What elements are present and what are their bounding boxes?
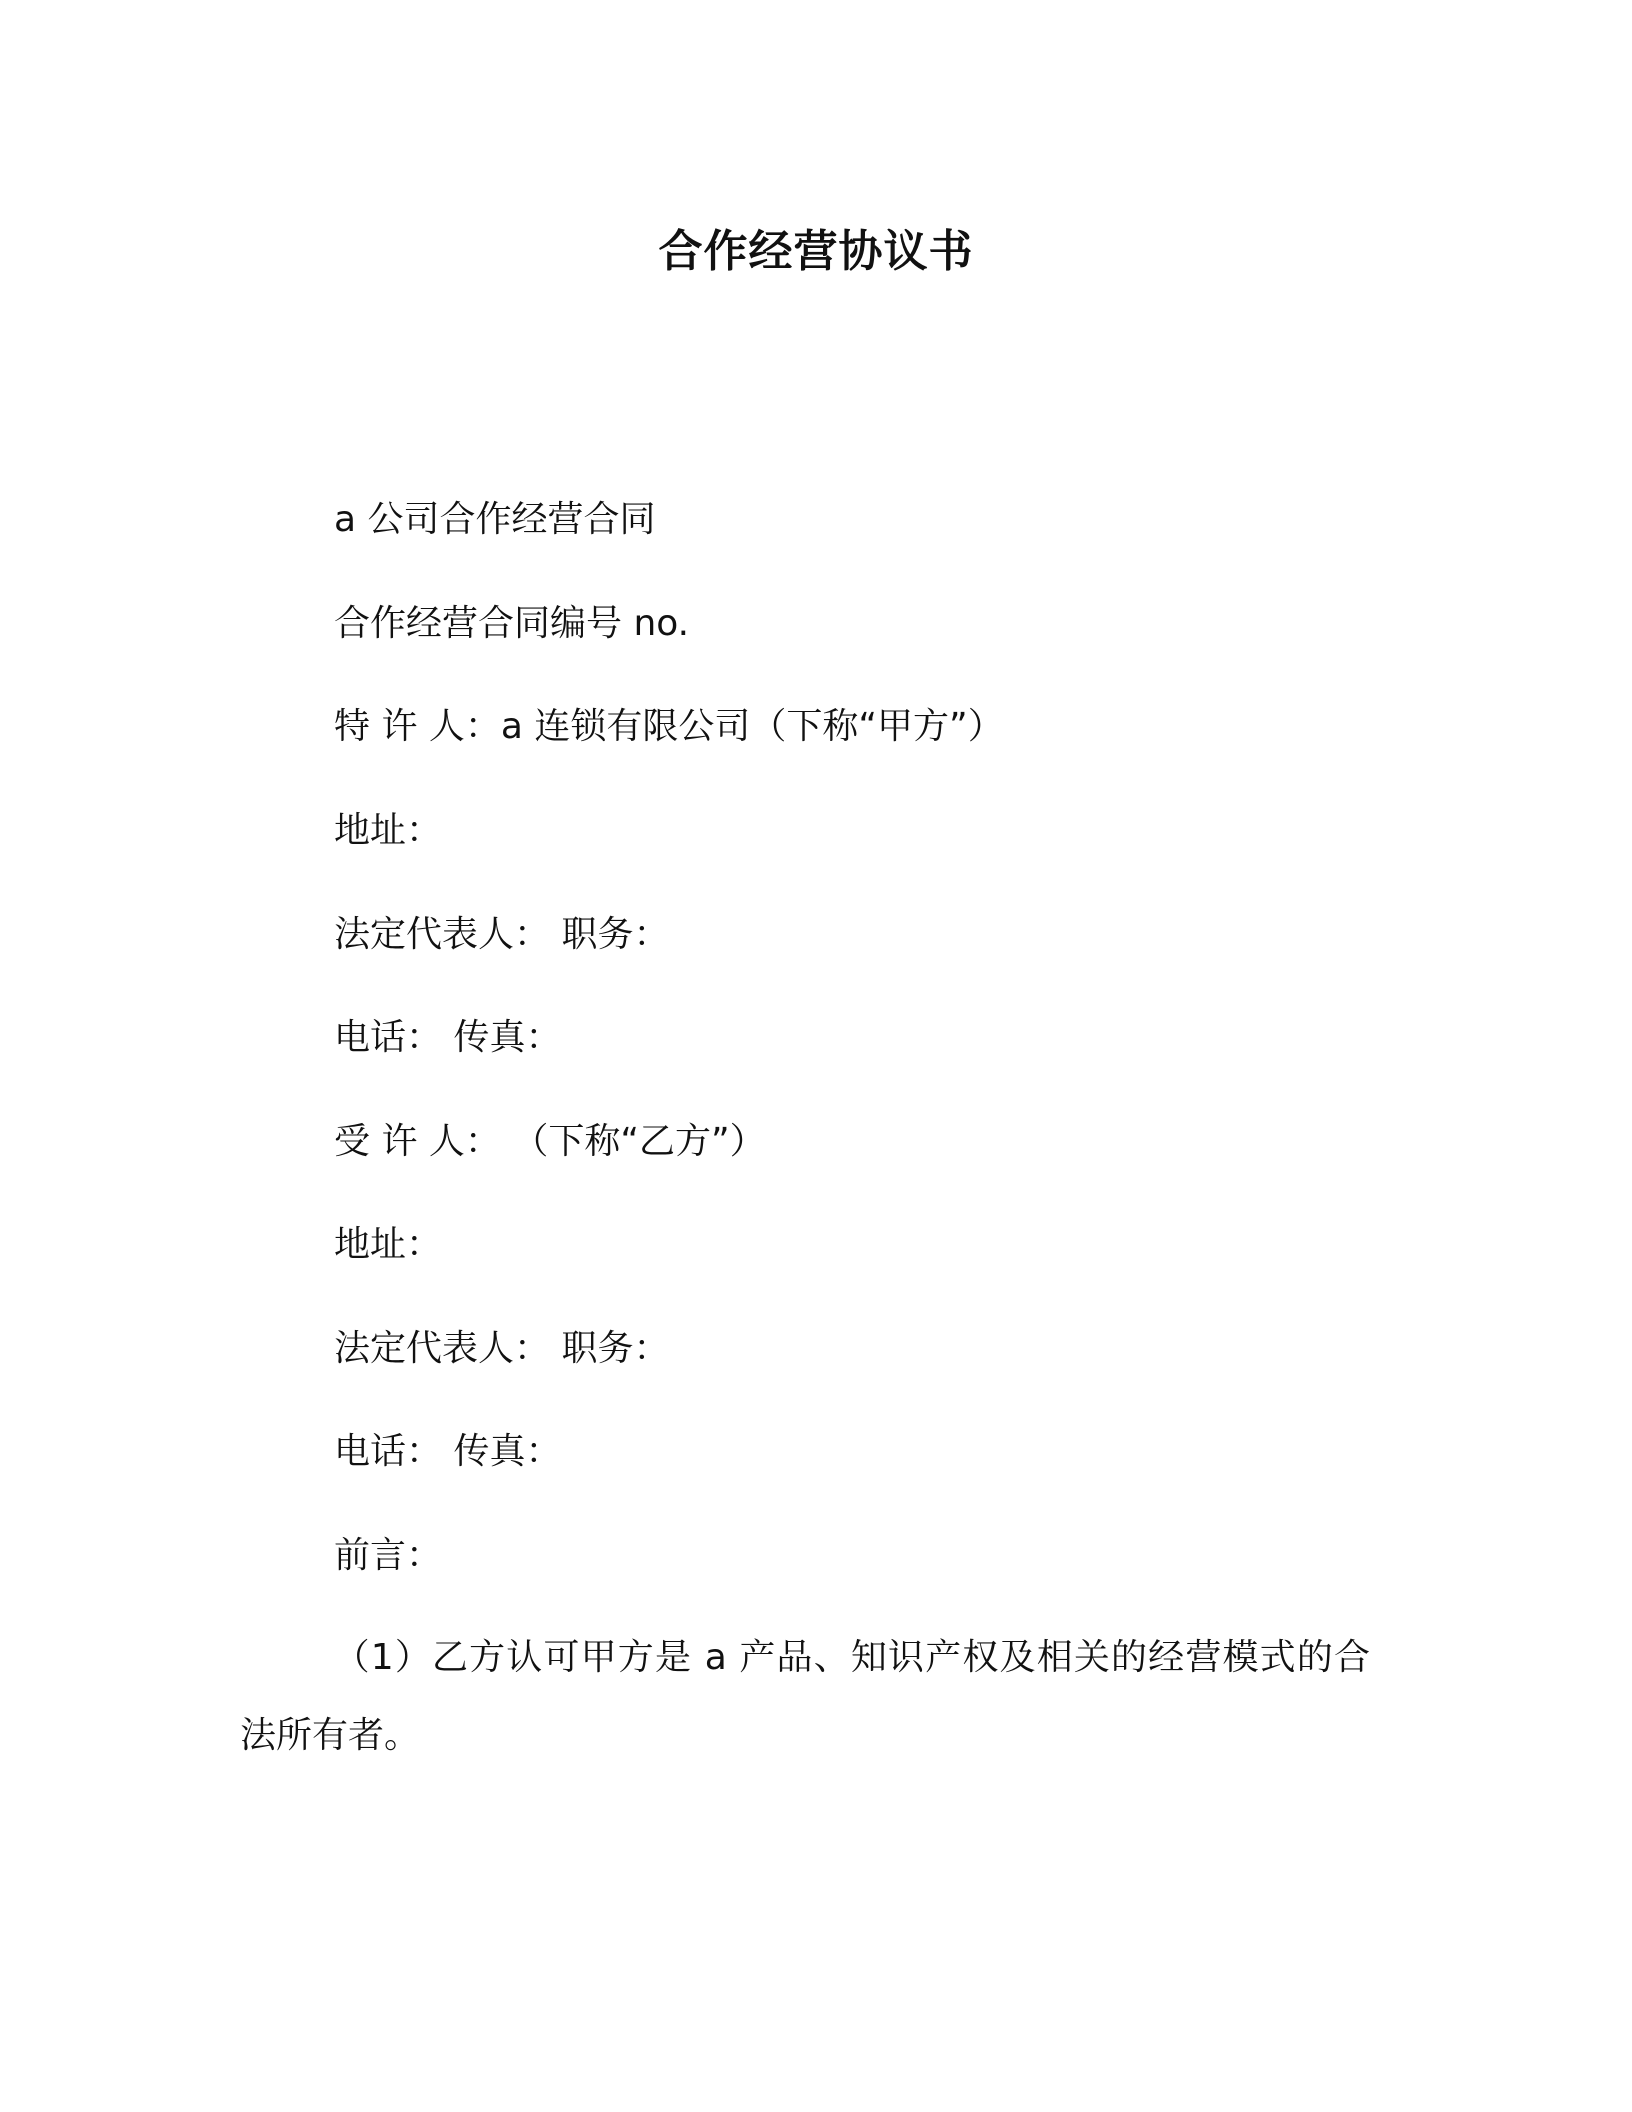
franchisor-representative-line: 法定代表人： 职务： [334, 914, 670, 955]
contract-number-line: 合作经营合同编号 no. [334, 603, 690, 644]
franchisee-representative-line: 法定代表人： 职务： [334, 1328, 670, 1369]
franchisee-phone-line: 电话： 传真： [334, 1431, 562, 1472]
preface-heading: 前言： [334, 1535, 443, 1576]
franchisor-line: 特 许 人：a 连锁有限公司（下称“甲方”） [334, 706, 1004, 747]
franchisor-address-line: 地址： [334, 810, 443, 851]
document-title: 合作经营协议书 [658, 226, 974, 277]
contract-name-line: a 公司合作经营合同 [334, 499, 656, 540]
franchisor-phone-line: 电话： 传真： [334, 1017, 562, 1058]
franchisee-address-line: 地址： [334, 1224, 443, 1265]
preface-paragraph-1: （1）乙方认可甲方是 a 产品、知识产权及相关的经营模式的合法所有者。 [240, 1637, 1370, 1756]
franchisee-line: 受 许 人： （下称“乙方”） [334, 1121, 766, 1162]
